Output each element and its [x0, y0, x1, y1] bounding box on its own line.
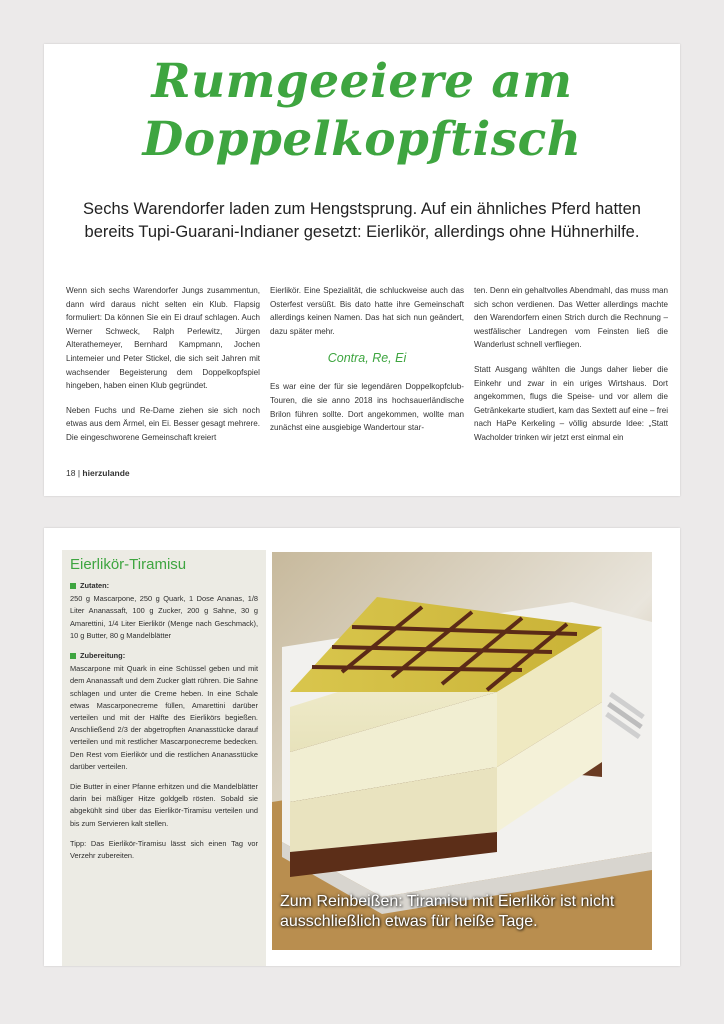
preparation-label: Zubereitung: — [80, 651, 126, 661]
photo-caption: Zum Reinbeißen: Tiramisu mit Eierlikör ist nicht ausschließlich etwas für heiße Tage. — [280, 893, 615, 930]
article-subtitle: Sechs Warendorfer laden zum Hengstsprung. Auf ein ähnliches Pferd hatten bereits Tupi-Guarani-Indianer gesetzt: Eierlikör, allerdings ohne Hühnerhilfe. — [83, 200, 641, 241]
article-column-1 — [66, 284, 260, 456]
article-title-line2: Doppelkopftisch — [142, 112, 582, 167]
green-square-icon — [70, 583, 76, 589]
ingredients-text: 250 g Mascarpone, 250 g Quark, 1 Dose Ananas, 1/8 Liter Ananassaft, 100 g Zucker, 200 g Sahne, 30 g Amarettini, 1/4 Liter Eierlikör (Menge nach Geschmack), 10 g Butter, 80 g Mandelblätter — [70, 594, 258, 640]
article-title-line1: Rumgeeiere am — [151, 54, 573, 109]
paragraph: Wenn sich sechs Warendorfer Jungs zusammentun, dann wird daraus nicht selten ein Klub. Flapsig formuliert: Da können Sie ein Ei drauf schlagen. Auch Werner Schweck, Ralph Perlewitz, Jürgen Alterathemeyer, Bernhard Kampmann, Jochen Lintemeier und Peter Stickel, die sich seit Jahren mit wachsender Begeisterung dem Doppelkopfspiel hingeben, haben einen Klub gegründet. — [66, 286, 260, 391]
magazine-page-top — [44, 44, 680, 496]
preparation-heading — [70, 650, 258, 662]
paragraph: ten. Denn ein gehaltvolles Abendmahl, das muss man sich schon verdienen. Das Wetter allerdings machte den Warendorfern einen Strich durch die Rechnung – westfälischer Landregen vom Feinsten ließ die Wanderlust schnell verfliegen. — [474, 286, 668, 350]
ingredients-label: Zutaten: — [80, 581, 110, 590]
footer-separator: | — [77, 468, 83, 478]
paragraph: Neben Fuchs und Re-Dame ziehen sie sich noch etwas aus dem Ärmel, ein Ei. Besser gesagt mehrere. Die eingeschworene Gemeinschaft kreiert — [66, 405, 260, 442]
section-heading: Contra, Re, Ei — [327, 351, 407, 366]
recipe-box — [62, 550, 266, 966]
article-column-3 — [474, 284, 668, 456]
green-square-icon — [70, 653, 76, 659]
preparation-step: Mascarpone mit Quark in eine Schüssel geben und mit dem Ananassaft und dem Zucker glatt rühren. Die Sahne schlagen und unter die Creme heben. In eine Schale etwas Mascarponecreme füllen, Amarettini darüber verteilen und mit der Hälfte des Eierlikörs begießen. Anschließend 2/3 der abgetropften Ananasstücke darauf verteilen und mit restlicher Mascarponecreme bedecken. Den Rest vom Eierlikör und die restlichen Ananasstücke darüber verteilen. — [70, 664, 258, 771]
preparation-step: Die Butter in einer Pfanne erhitzen und die Mandelblätter darin bei mäßiger Hitze goldgelb rösten. Sobald sie abgekühlt sind über das Eierlikör-Tiramisu verteilen und bis zum Servieren kalt stellen. — [70, 782, 258, 828]
tiramisu-photo — [272, 552, 652, 950]
article-column-2 — [270, 284, 464, 446]
paragraph: Eierlikör. Eine Spezialität, die schluckweise auch das Osterfest versüßt. Bis dato hatte ihre Gemeinschaft allerdings keinen Namen. Das hat sich nun geändert, dazu später mehr. — [270, 286, 464, 336]
magazine-page-bottom — [44, 528, 680, 966]
paragraph: Statt Ausgang wählten die Jungs daher lieber die Einkehr und zwar in ein uriges Wirtshaus. Dort angekommen, flugs die Speise- und vor allem die Getränkekarte studiert, kam das Sextett auf eine – frei nach HaPe Kerkeling – völlig absurde Idee: „Statt Wacholder trinken wir jetzt erst einmal ein — [474, 364, 668, 442]
page-number: 18 — [66, 468, 76, 478]
page-footer — [66, 468, 130, 478]
paragraph: Es war eine der für sie legendären Doppelkopfclub-Touren, die sie anno 2018 ins hochsauerländische Brilon führen sollte. Dort angekommen, wollte man zunächst eine ausgiebige Wandertour star- — [270, 382, 464, 433]
magazine-name: hierzulande — [82, 468, 130, 478]
recipe-title: Eierlikör-Tiramisu — [70, 556, 187, 573]
recipe-tip: Tipp: Das Eierlikör-Tiramisu lässt sich einen Tag vor Verzehr zubereiten. — [70, 838, 258, 861]
ingredients-heading — [70, 580, 258, 592]
tiramisu-image — [272, 552, 652, 950]
recipe-body — [70, 580, 258, 870]
